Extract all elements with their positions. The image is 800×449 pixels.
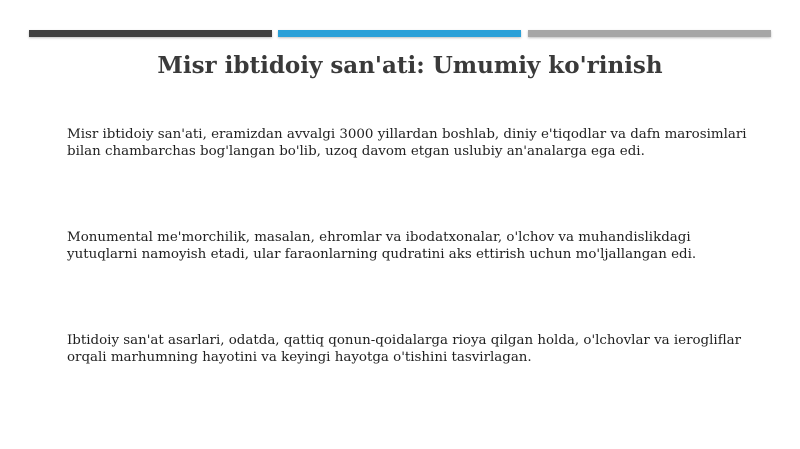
paragraph-1: Misr ibtidoiy san'ati, eramizdan avvalgi 3000 yillardan boshlab, diniy e'tiqodlar va dafn marosimlari bilan chambarchas bog'langan bo'lib, uzoq davom etgan uslubiy an'analarga ega edi. (67, 127, 747, 159)
slide-title: Misr ibtidoiy san'ati: Umumiy ko'rinish (157, 52, 663, 79)
paragraph-3: Ibtidoiy san'at asarlari, odatda, qattiq qonun-qoidalarga rioya qilgan holda, o'lchovlar va ierogliflar orqali marhumning hayotini va keyingi hayotga o'tishini tasvirlagan. (67, 333, 742, 365)
accent-bar-right (528, 30, 771, 37)
accent-bar-middle (278, 30, 521, 37)
paragraph-2: Monumental me'morchilik, masalan, ehromlar va ibodatxonalar, o'lchov va muhandislikdagi yutuqlarni namoyish etadi, ular faraonlarning qudratini aks ettirish uchun mo'ljallangan edi. (67, 230, 697, 262)
accent-bar-left (29, 30, 272, 37)
